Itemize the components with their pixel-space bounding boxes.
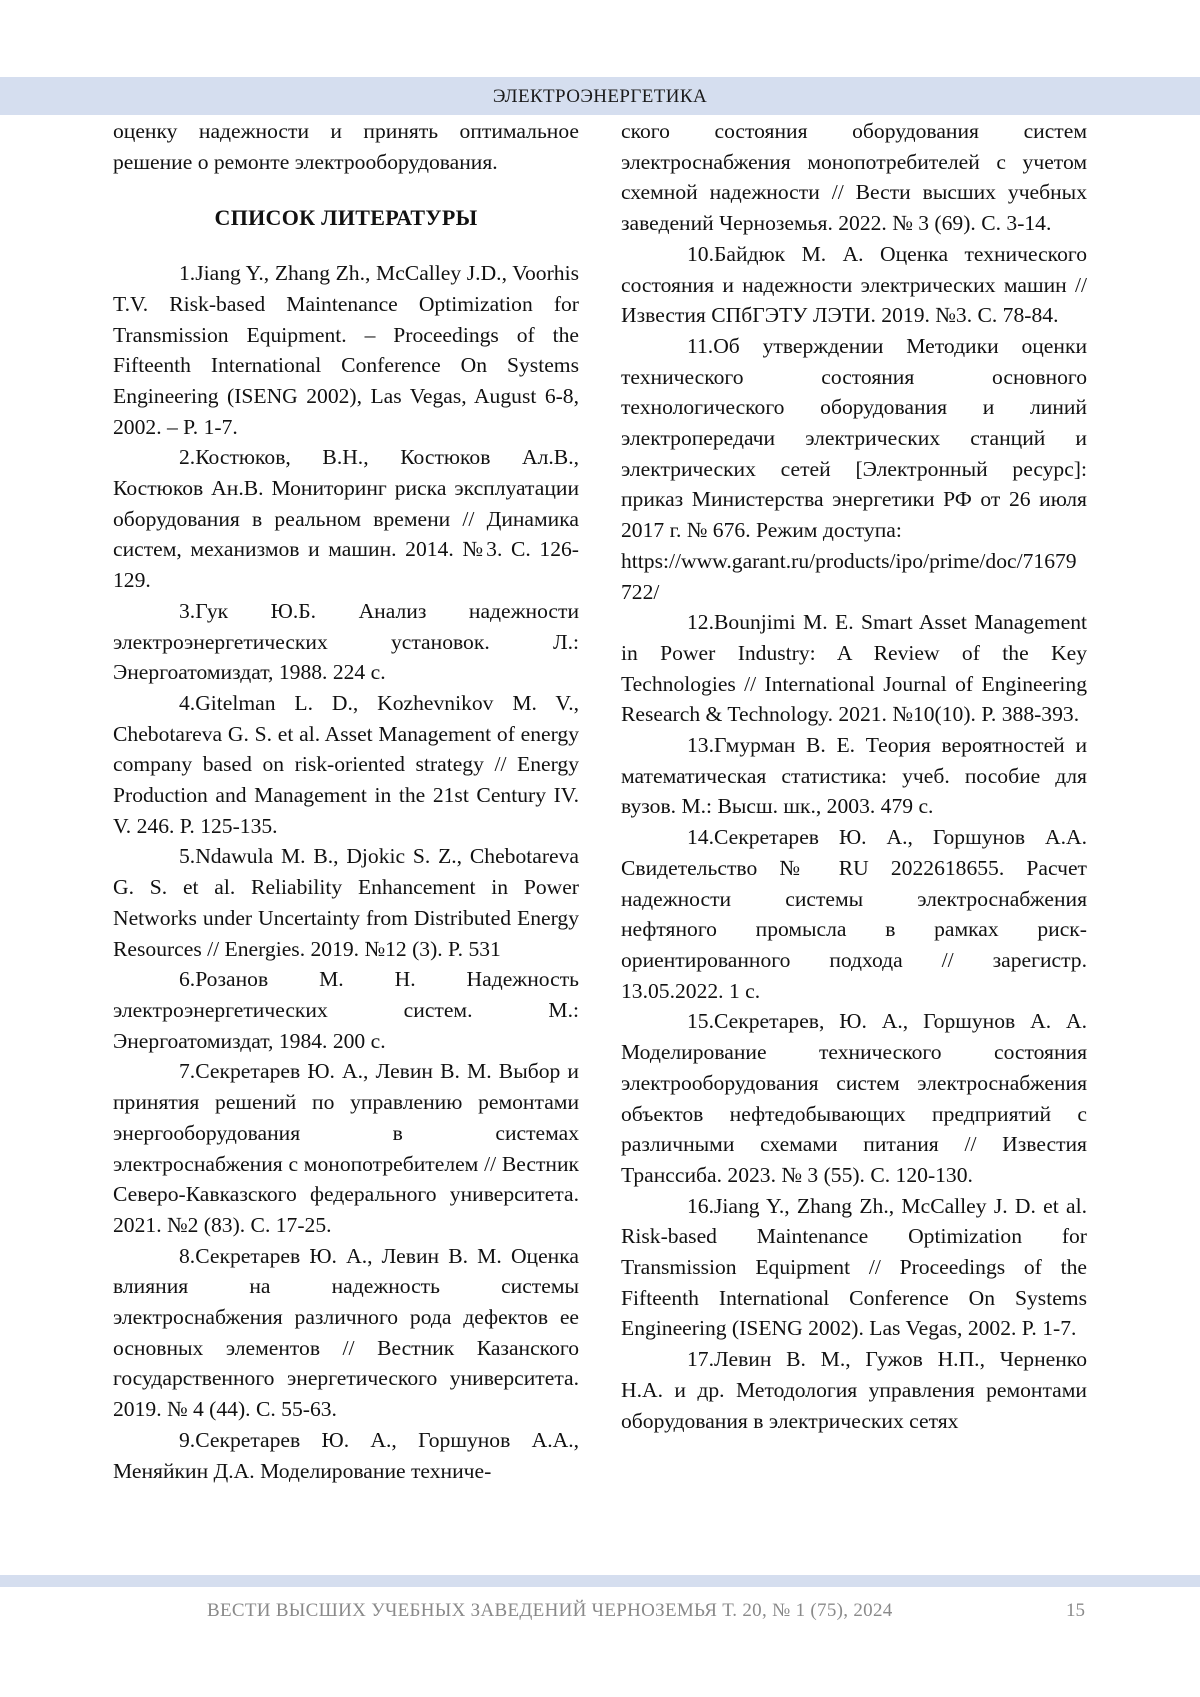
reference-text: Bounjimi M. E. Smart Asset Management in Power Industry: A Review of the Key Technologies // International Journal of Engineering Research & Technology. 2021. №10(10). P. 388-393.	[621, 610, 1087, 727]
reference-text: Ndawula M. B., Djokic S. Z., Chebotareva G. S. et al. Reliability Enhancement in Power Networks under Uncertainty from Distributed Energy Resources // Energies. 2019. №12 (3). P. 531	[113, 844, 579, 961]
left-column	[113, 116, 579, 1486]
right-column	[621, 116, 1087, 1436]
reference-item	[113, 596, 579, 688]
reference-number: 5.	[179, 844, 196, 869]
reference-item	[113, 1056, 579, 1240]
reference-text: Секретарев Ю. А., Горшунов А.А. Свидетельство № RU 2022618655. Расчет надежности системы электроснабжения нефтяного промысла в рамках риск-ориентированного подхода // зарегистр. 13.05.2022. 1 с.	[621, 825, 1087, 1003]
reference-number: 17.	[687, 1347, 714, 1372]
reference-item	[621, 822, 1087, 1006]
reference-number: 9.	[179, 1427, 196, 1452]
reference-item	[113, 258, 579, 442]
footer-band	[0, 1575, 1200, 1587]
reference-item	[621, 730, 1087, 822]
reference-number: 3.	[179, 598, 196, 623]
reference-url[interactable]: https://www.garant.ru/products/ipo/prime/doc/71679722/	[621, 548, 1077, 604]
reference-item	[621, 1191, 1087, 1345]
reference-text: Левин В. М., Гужов Н.П., Черненко Н.А. и др. Методология управления ремонтами оборудования в электрических сетях	[621, 1347, 1087, 1433]
reference-text: Об утверждении Методики оценки технического состояния основного технологического оборудования и линий электропередачи электрических станций и электрических сетей [Электронный ресурс]: приказ Министерства энергетики РФ от 26 июля 2017 г. № 676. Режим доступа:	[621, 333, 1087, 543]
reference-text: Секретарев, Ю. А., Горшунов А. А. Моделирование технического состояния электрооборудования систем электроснабжения объектов нефтедобывающих предприятий с различными схемами питания // Известия Транссиба. 2023. № 3 (55). С. 120-130.	[621, 1009, 1087, 1187]
reference-number: 2.	[179, 445, 196, 470]
reference-item	[113, 442, 579, 596]
intro-paragraph-end: оценку надежности и принять оптимальное решение о ремонте электрооборудования.	[113, 119, 579, 174]
reference-number: 4.	[179, 690, 196, 715]
reference-item	[113, 1241, 579, 1425]
reference-continuation: ского состояния оборудования систем электроснабжения монопотребителей с учетом схемной надежности // Вести высших учебных заведений Черноземья. 2022. № 3 (69). С. 3-14.	[621, 119, 1087, 236]
running-header	[0, 77, 1200, 115]
reference-text: Гук Ю.Б. Анализ надежности электроэнергетических установок. Л.: Энергоатомиздат, 1988. 224 с.	[113, 598, 579, 685]
reference-number: 8.	[179, 1243, 196, 1268]
reference-item	[113, 1425, 579, 1486]
reference-text: Гмурман В. Е. Теория вероятностей и математическая статистика: учеб. пособие для вузов. М.: Высш. шк., 2003. 479 с.	[621, 733, 1087, 819]
reference-item	[621, 1344, 1087, 1436]
reference-item	[621, 331, 1087, 546]
reference-text: Костюков, В.Н., Костюков Ал.В., Костюков Ан.В. Мониторинг риска эксплуатации оборудования в реальном времени // Динамика систем, механизмов и машин. 2014. №3. С. 126-129.	[113, 445, 579, 593]
reference-text: Jiang Y., Zhang Zh., McCalley J. D. et al. Risk-based Maintenance Optimization for Transmission Equipment // Proceedings of the Fifteenth International Conference On Systems Engineering (ISENG 2002). Las Vegas, 2002. P. 1-7.	[621, 1193, 1087, 1341]
reference-item	[621, 607, 1087, 730]
section-name: ЭЛЕКТРОЭНЕРГЕТИКА	[492, 86, 708, 107]
reference-text: Секретарев Ю. А., Горшунов А.А., Меняйкин Д.А. Моделирование техниче-	[113, 1427, 579, 1483]
reference-text: Секретарев Ю. А., Левин В. М. Выбор и принятия решений по управлению ремонтами энергооборудования в системах электроснабжения с монопотребителем // Вестник Северо-Кавказского федерального университета. 2021. №2 (83). С. 17-25.	[113, 1059, 579, 1237]
reference-number: 13.	[687, 733, 714, 758]
page-number: 15	[1066, 1600, 1085, 1621]
references-title: СПИСОК ЛИТЕРАТУРЫ	[214, 205, 478, 231]
reference-number: 16.	[687, 1193, 714, 1218]
reference-text: Jiang Y., Zhang Zh., McCalley J.D., Voorhis T.V. Risk-based Maintenance Optimization for Transmission Equipment. – Proceedings of the Fifteenth International Conference On Systems Engineering (ISENG 2002), Las Vegas, August 6-8, 2002. – P. 1-7.	[113, 261, 579, 439]
reference-number: 7.	[179, 1059, 196, 1084]
reference-text: Розанов М. Н. Надежность электроэнергетических систем. М.: Энергоатомиздат, 1984. 200 с.	[113, 967, 579, 1053]
reference-text: Байдюк М. А. Оценка технического состояния и надежности электрических машин // Известия СПбГЭТУ ЛЭТИ. 2019. №3. С. 78-84.	[621, 241, 1087, 328]
reference-item	[621, 1006, 1087, 1190]
reference-number: 1.	[179, 261, 196, 286]
reference-item	[113, 841, 579, 964]
reference-item	[621, 239, 1087, 331]
reference-number: 10.	[687, 241, 714, 266]
reference-number: 6.	[179, 967, 196, 992]
reference-text: Gitelman L. D., Kozhevnikov M. V., Chebotareva G. S. et al. Asset Management of energy company based on risk-oriented strategy // Energy Production and Management in the 21st Century IV. V. 246. P. 125-135.	[113, 690, 579, 838]
reference-item	[113, 688, 579, 842]
reference-number: 15.	[687, 1009, 714, 1034]
reference-number: 11.	[687, 333, 714, 358]
reference-number: 12.	[687, 610, 714, 635]
journal-footer: ВЕСТИ ВЫСШИХ УЧЕБНЫХ ЗАВЕДЕНИЙ ЧЕРНОЗЕМЬЯ Т. 20, № 1 (75), 2024	[207, 1600, 893, 1621]
reference-item	[113, 964, 579, 1056]
reference-number: 14.	[687, 825, 714, 850]
reference-text: Секретарев Ю. А., Левин В. М. Оценка влияния на надежность системы электроснабжения различного рода дефектов ее основных элементов // Вестник Казанского государственного энергетического университета. 2019. № 4 (44). С. 55-63.	[113, 1243, 579, 1422]
